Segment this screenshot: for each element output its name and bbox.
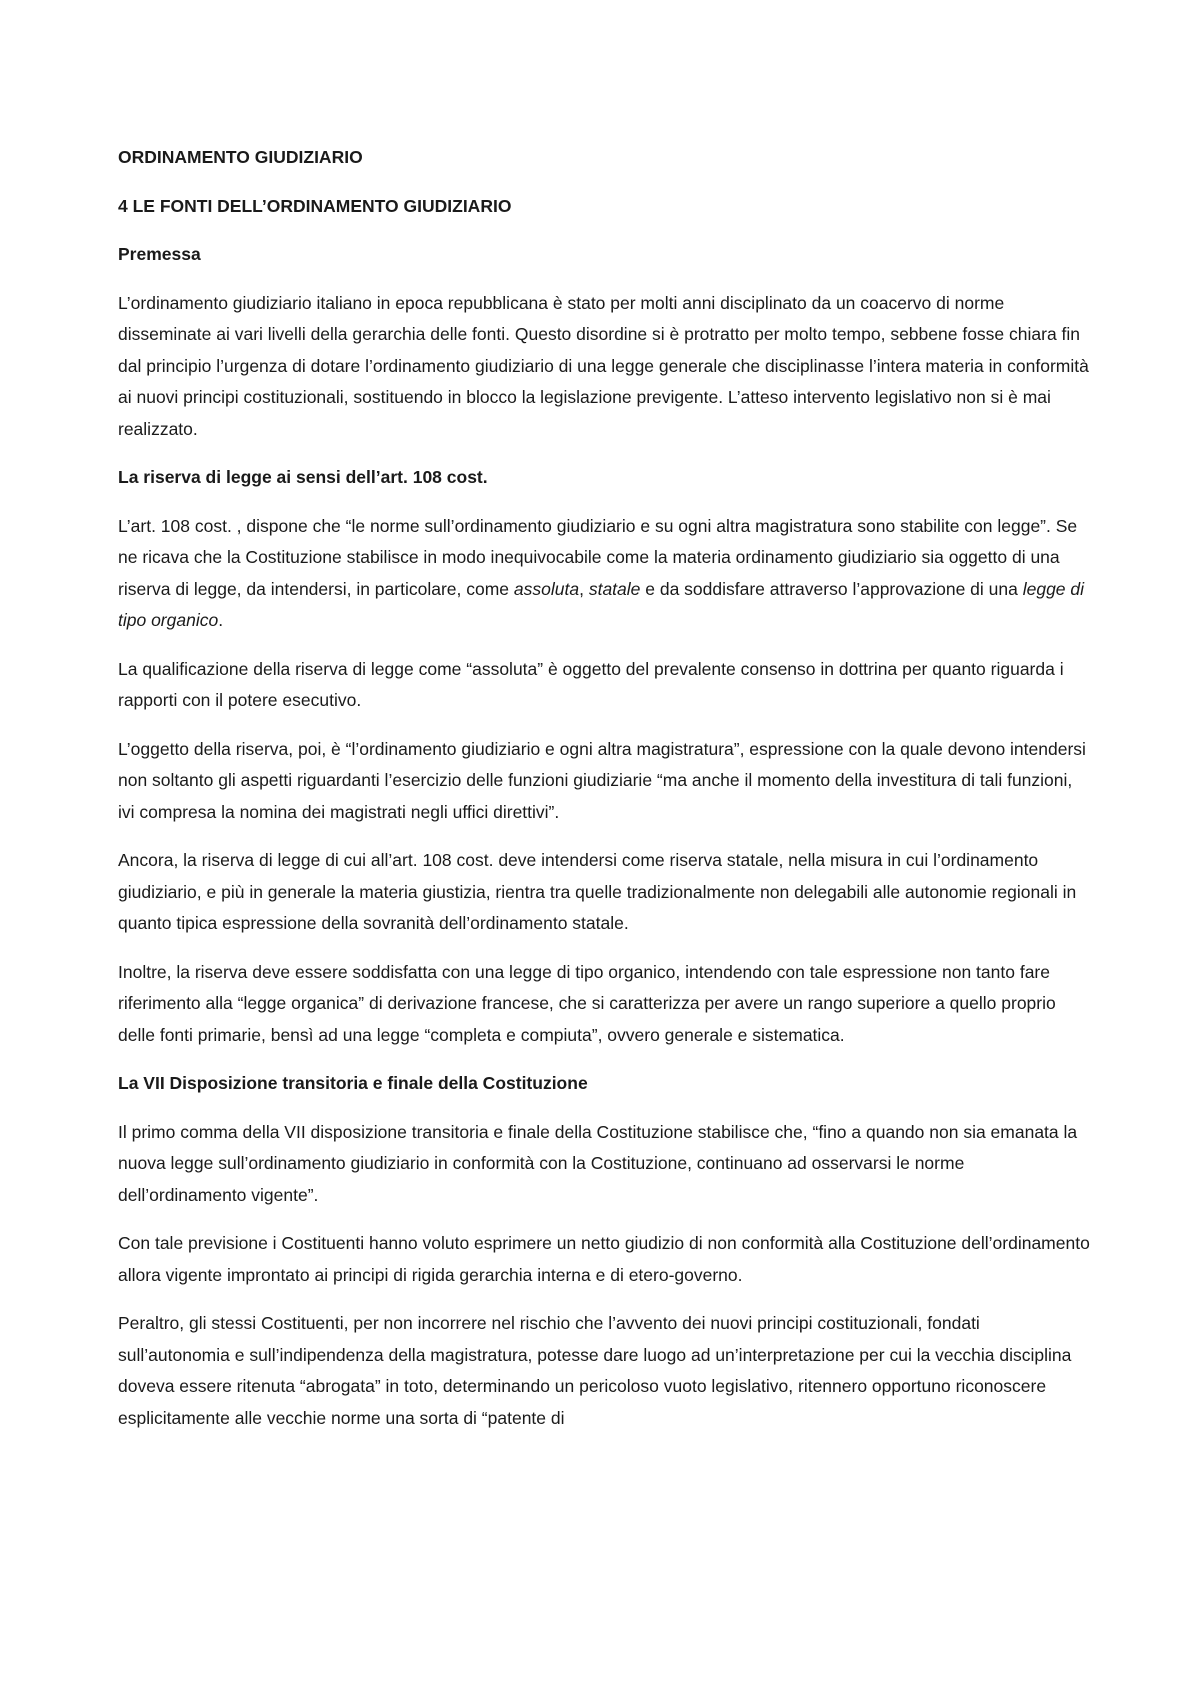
section-heading-premessa: Premessa — [118, 244, 201, 264]
section-heading-riserva: La riserva di legge ai sensi dell’art. 108 cost. — [118, 467, 488, 487]
paragraph-premessa: L’ordinamento giudiziario italiano in epoca repubblicana è stato per molti anni disciplinato da un coacervo di norme disseminate ai vari livelli della gerarchia delle fonti. Questo disordine si è protratto per molto tempo, sebbene fosse chiara fin dal principio l’urgenza di dotare l’ordinamento giudiziario di una legge generale che disciplinasse l’intera materia in conformità ai nuovi principi costituzionali, sostituendo in blocco la legislazione previgente. L’atteso intervento legislativo non si è mai realizzato. — [118, 292, 1089, 439]
text-span: , — [579, 578, 589, 599]
italic-assoluta: assoluta — [513, 578, 580, 599]
paragraph-riserva-3: L’oggetto della riserva, poi, è “l’ordinamento giudiziario e ogni altra magistratura”, espressione con la quale devono intendersi non soltanto gli aspetti riguardanti l’esercizio delle funzioni giudiziarie “ma anche il momento della investitura di tali funzioni, ivi compresa la nomina dei magistrati negli uffici direttivi”. — [118, 738, 1086, 822]
paragraph-riserva-2: La qualificazione della riserva di legge come “assoluta” è oggetto del prevalente consenso in dottrina per quanto riguarda i rapporti con il potere esecutivo. — [118, 658, 1064, 710]
paragraph-riserva-5: Inoltre, la riserva deve essere soddisfatta con una legge di tipo organico, intendendo con tale espressione non tanto fare riferimento alla “legge organica” di derivazione francese, che si caratterizza per avere un rango superiore a quello proprio delle fonti primarie, bensì ad una legge “completa e compiuta”, ovvero generale e sistematica. — [118, 961, 1056, 1045]
paragraph-riserva-4: Ancora, la riserva di legge di cui all’art. 108 cost. deve intendersi come riserva statale, nella misura in cui l’ordinamento giudiziario, e più in generale la materia giustizia, rientra tra quelle tradizionalmente non delegabili alle autonomie regionali in quanto tipica espressione della sovranità dell’ordinamento statale. — [118, 850, 1077, 933]
paragraph-vii-3: Peraltro, gli stessi Costituenti, per non incorrere nel rischio che l’avvento dei nuovi principi costituzionali, fondati sull’autonomia e sull’indipendenza della magistratura, potesse dare luogo ad un’interpretazione per cui la vecchia disciplina doveva essere ritenuta “abrogata” in toto, determinando un pericoloso vuoto legislativo, ritennero opportuno riconoscere esplicitamente alle vecchie norme una sorta di “patente di — [118, 1313, 1072, 1428]
document-page — [118, 142, 1093, 1451]
italic-statale: statale — [588, 578, 641, 599]
text-span: . — [218, 610, 224, 630]
text-span: e da soddisfare attraverso l’approvazione di una — [640, 578, 1023, 599]
paragraph-riserva-1 — [118, 511, 1093, 637]
paragraph-vii-2: Con tale previsione i Costituenti hanno voluto esprimere un netto giudizio di non conformità alla Costituzione dell’ordinamento allora vigente improntato ai principi di rigida gerarchia interna e di etero-governo. — [118, 1233, 1090, 1285]
chapter-title: 4 LE FONTI DELL’ORDINAMENTO GIUDIZIARIO — [118, 195, 512, 216]
text-span: L’art. 108 cost. , dispone che “le norme sull’ordinamento giudiziario e su ogni altra magistratura sono stabilite con legge”. Se ne ricava che la Costituzione stabilisce in modo inequivocabile come la materia ordinamento giudiziario sia oggetto di una riserva di legge, da intendersi, in particolare, come — [118, 515, 1078, 599]
document-title: ORDINAMENTO GIUDIZIARIO — [118, 147, 363, 167]
section-heading-vii: La VII Disposizione transitoria e finale della Costituzione — [118, 1073, 588, 1093]
italic-legge-organico: legge di tipo organico — [118, 578, 1085, 630]
paragraph-vii-1: Il primo comma della VII disposizione transitoria e finale della Costituzione stabilisce che, “fino a quando non sia emanata la nuova legge sull’ordinamento giudiziario in conformità con la Costituzione, continuano ad osservarsi le norme dell’ordinamento vigente”. — [118, 1121, 1078, 1205]
